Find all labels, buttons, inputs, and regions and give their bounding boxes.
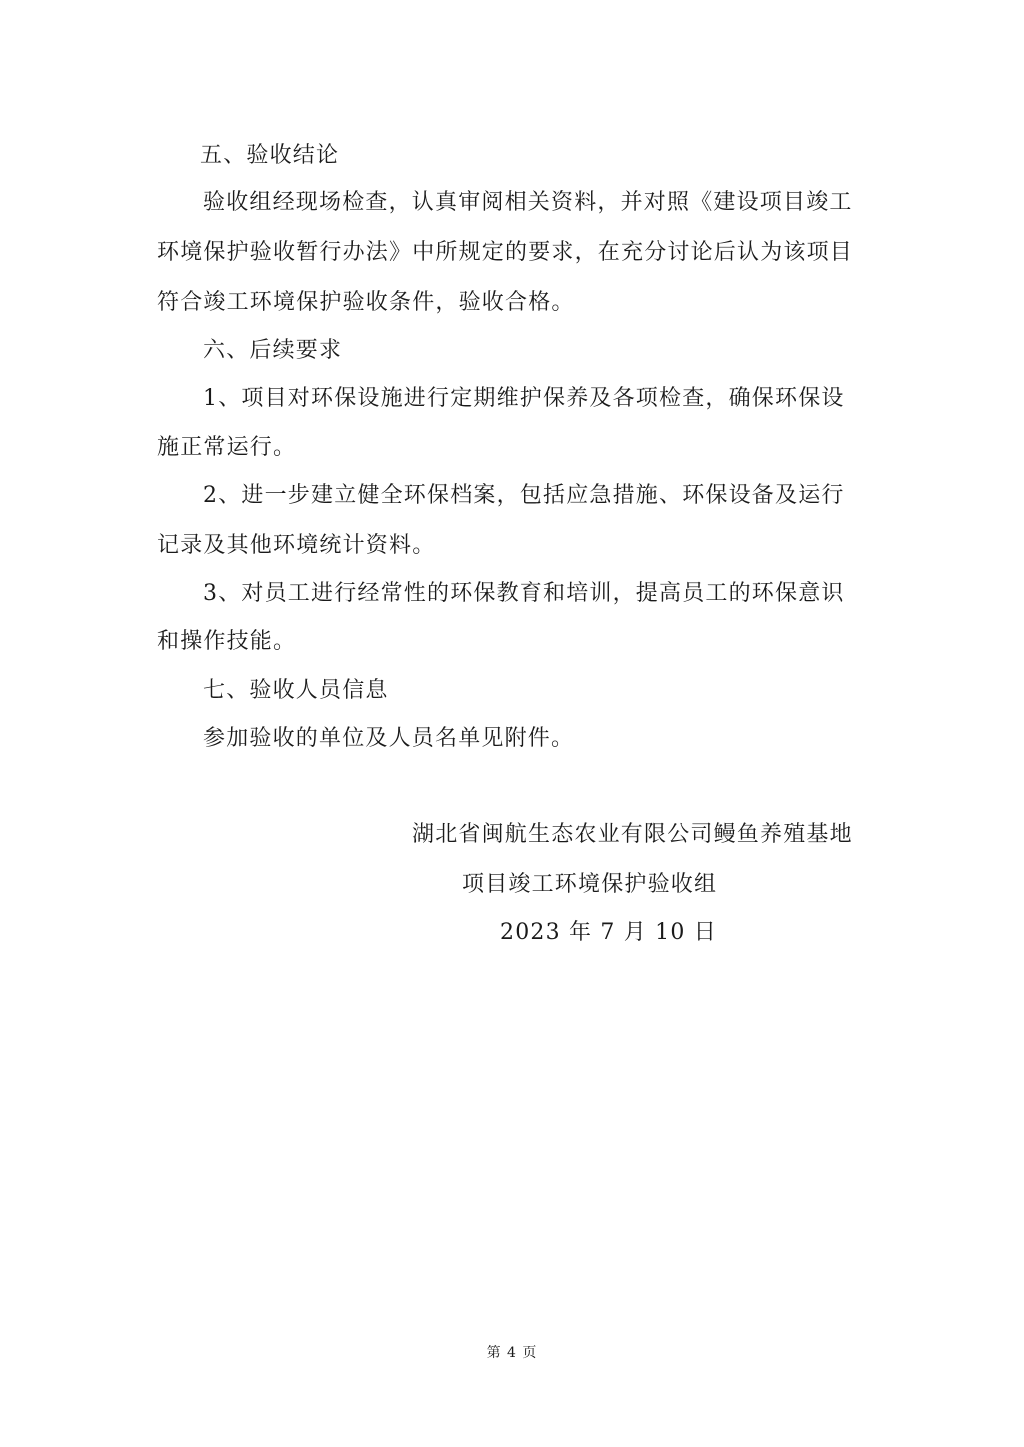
list-item-line: 记录及其他环境统计资料。 [157,533,436,558]
section-heading-followup: 六、后续要求 [203,338,343,363]
list-item-line: 施正常运行。 [157,435,297,460]
paragraph-line: 符合竣工环境保护验收条件，验收合格。 [157,290,575,315]
paragraph-line: 环境保护验收暂行办法》中所规定的要求，在充分讨论后认为该项目 [157,240,854,265]
signature-date: 2023 年 7 月 10 日 [500,920,717,945]
signature-organization: 湖北省闽航生态农业有限公司鳗鱼养殖基地 [412,822,853,847]
paragraph-line: 参加验收的单位及人员名单见附件。 [203,726,575,751]
list-item-line: 1、项目对环保设施进行定期维护保养及各项检查，确保环保设 [203,386,845,411]
list-item-line: 3、对员工进行经常性的环保教育和培训，提高员工的环保意识 [203,581,845,606]
signature-group: 项目竣工环境保护验收组 [462,872,718,897]
list-item-line: 2、进一步建立健全环保档案，包括应急措施、环保设备及运行 [203,483,845,508]
list-item-line: 和操作技能。 [157,629,297,654]
page-number: 第 4 页 [486,1345,538,1361]
section-heading-personnel: 七、验收人员信息 [203,678,389,703]
section-heading-conclusion: 五、验收结论 [200,143,340,168]
paragraph-line: 验收组经现场检查，认真审阅相关资料，并对照《建设项目竣工 [203,190,853,215]
